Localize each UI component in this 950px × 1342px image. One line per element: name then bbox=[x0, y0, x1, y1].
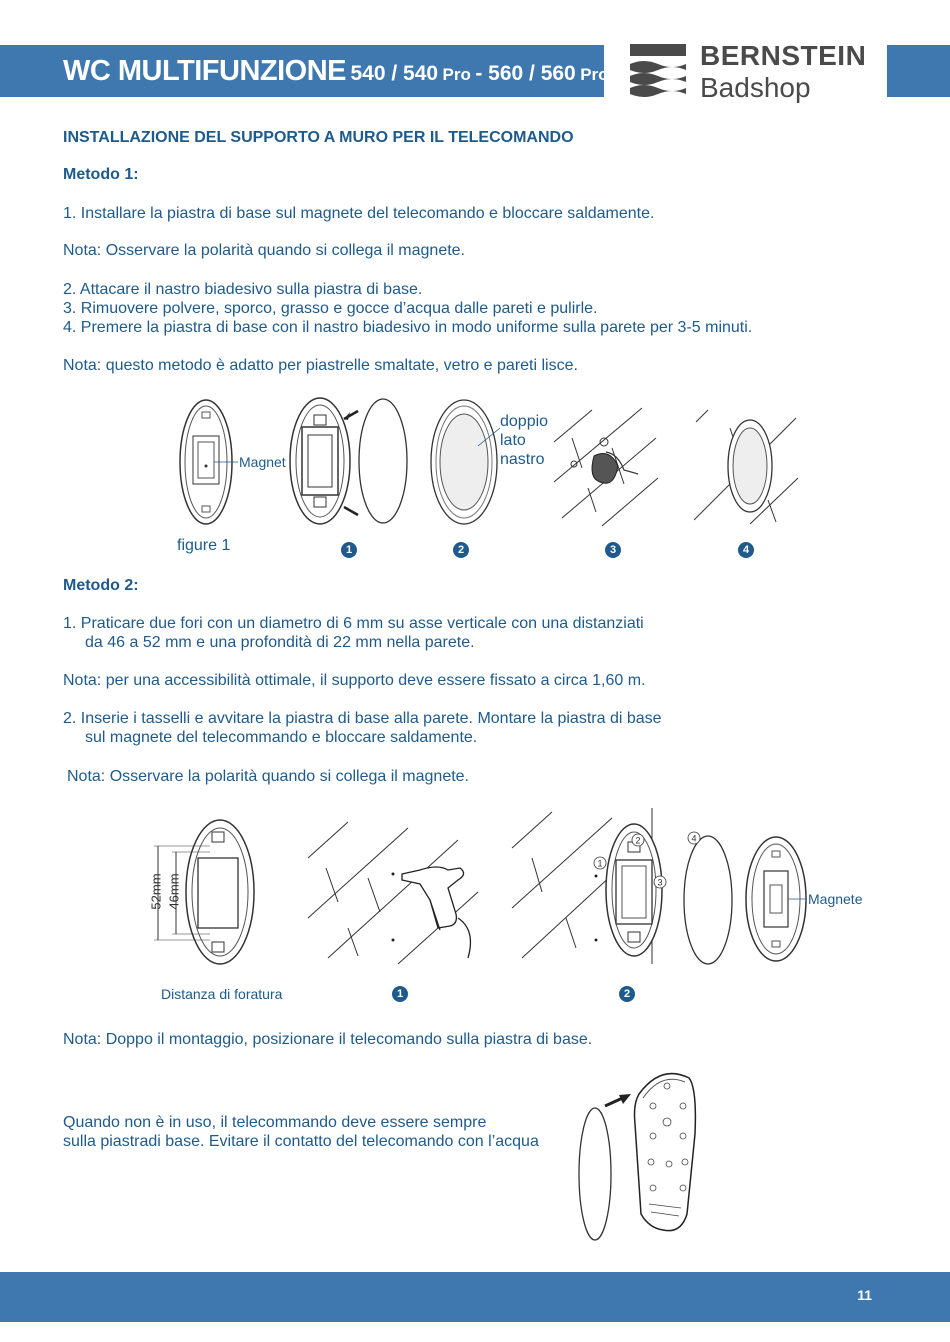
usage-line1: Quando non è in uso, il telecommando deve essere sempre bbox=[63, 1114, 487, 1131]
method1-step4: 4. Premere la piastra di base con il nastro biadesivo in modo uniforme sulla parete per 3-5 minuti. bbox=[63, 319, 753, 336]
drill-distance-caption: Distanza di foratura bbox=[161, 986, 283, 1002]
magnete-label: Magnete bbox=[808, 891, 863, 907]
dimension-46mm: 46mm bbox=[166, 873, 182, 910]
tape-on-plate-illustration bbox=[428, 398, 508, 528]
plate-and-tape-illustration bbox=[288, 397, 418, 527]
step-number-2: 2 bbox=[453, 542, 469, 558]
step-number-1: 1 bbox=[341, 542, 357, 558]
document-title: WC MULTIFUNZIONE 540 / 540 Pro - 560 / 560 Pro bbox=[63, 55, 609, 87]
page-number: 11 bbox=[857, 1287, 872, 1303]
callout-2: 2 bbox=[635, 835, 641, 846]
brand-logo-waves-icon bbox=[630, 44, 690, 99]
tape-label-line2: lato bbox=[500, 432, 526, 449]
method1-heading: Metodo 1: bbox=[63, 166, 139, 183]
step-number-4: 4 bbox=[738, 542, 754, 558]
method2-note1: Nota: per una accessibilità ottimale, il supporto deve essere fissato a circa 1,60 m. bbox=[63, 672, 646, 689]
dimension-52mm: 52mm bbox=[148, 873, 164, 910]
method1-step3: 3. Rimuovere polvere, sporco, grasso e gocce d’acqua dalle pareti e pulirle. bbox=[63, 300, 598, 317]
method2-step-number-2: 2 bbox=[619, 986, 635, 1002]
header-bar-right bbox=[887, 45, 950, 97]
screw-mounting-illustration bbox=[512, 808, 697, 968]
method1-note1: Nota: Osservare la polarità quando si collega il magnete. bbox=[63, 242, 465, 259]
magnet-label: Magnet bbox=[239, 454, 286, 470]
step-number-3: 3 bbox=[605, 542, 621, 558]
method2-step1-line1: 1. Praticare due fori con un diametro di 6 mm su asse verticale con una distanziati bbox=[63, 615, 644, 632]
callout-4: 4 bbox=[691, 833, 697, 844]
usage-line2: sulla piastradi base. Evitare il contatto del telecomando con l’acqua bbox=[63, 1133, 539, 1150]
method2-step2-line1: 2. Inserie i tasselli e avvitare la piastra di base alla parete. Montare la piastra di base bbox=[63, 710, 662, 727]
tape-label-line1: doppio bbox=[500, 413, 549, 430]
method2-note2: Nota: Osservare la polarità quando si collega il magnete. bbox=[67, 768, 469, 785]
callout-3: 3 bbox=[657, 877, 663, 888]
method1-note2: Nota: questo metodo è adatto per piastrelle smaltate, vetro e pareti lisce. bbox=[63, 357, 578, 374]
base-plate-magnet-illustration bbox=[178, 398, 248, 528]
method2-heading: Metodo 2: bbox=[63, 577, 139, 594]
method1-step2: 2. Attacare il nastro biadesivo sulla piastra di base. bbox=[63, 281, 423, 298]
mounted-plate-on-wall-illustration bbox=[690, 408, 800, 528]
callout-1: 1 bbox=[597, 858, 603, 869]
method2-step2-line2: sul magnete del telecommando e bloccare saldamente. bbox=[85, 729, 478, 746]
method2-step1-line2: da 46 a 52 mm e una profondità di 22 mm nella parete. bbox=[85, 634, 475, 651]
remote-control-illustration bbox=[565, 1064, 705, 1244]
figure1-caption: figure 1 bbox=[177, 537, 231, 554]
drilling-wall-illustration bbox=[308, 818, 498, 968]
final-note: Nota: Doppo il montaggio, posizionare il telecomando sulla piastra di base. bbox=[63, 1031, 593, 1048]
method1-step1: 1. Installare la piastra di base sul magnete del telecomando e bloccare saldamente. bbox=[63, 205, 655, 222]
footer-bar bbox=[0, 1272, 950, 1322]
cleaning-wall-illustration bbox=[552, 408, 662, 528]
brand-name: BERNSTEIN bbox=[700, 40, 867, 71]
brand-subname: Badshop bbox=[700, 72, 811, 103]
tape-label-line3: nastro bbox=[500, 451, 545, 468]
magnete-plate-illustration bbox=[744, 835, 814, 965]
section-title: INSTALLAZIONE DEL SUPPORTO A MURO PER IL TELECOMANDO bbox=[63, 129, 574, 146]
method2-step-number-1: 1 bbox=[392, 986, 408, 1002]
